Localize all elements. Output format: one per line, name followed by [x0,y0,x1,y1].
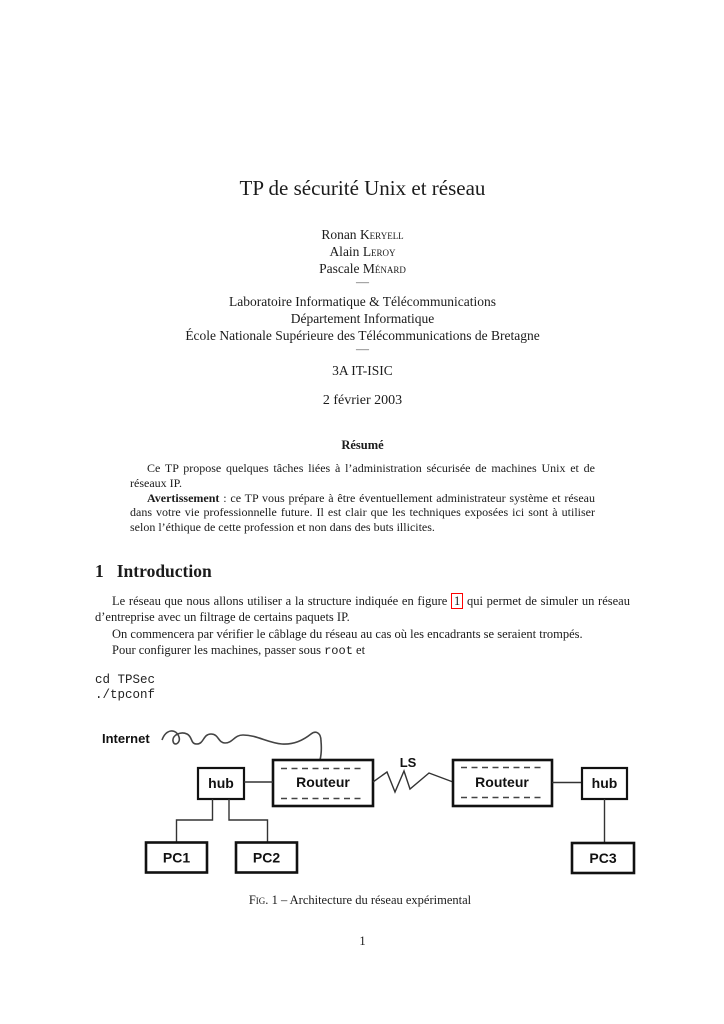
ls-label: LS [399,754,417,770]
hub-left-pc2-link [229,799,268,843]
intro-p3-post: et [352,643,366,658]
pc3-label: PC3 [589,849,617,866]
network-diagram [80,715,640,875]
course-label: 3A IT-ISIC [332,363,393,378]
internet-label: Internet [102,730,150,746]
intro-p1-pre: Le réseau que nous allons utiliser a la structure indiquée en figure [112,593,451,608]
abstract-paragraph-2 [130,491,595,535]
page-title: TP de sécurité Unix et réseau [239,176,486,200]
abstract-section [130,439,595,535]
introduction-body [95,593,630,703]
intro-p3-pre: Pour configurer les machines, passer sous [112,643,325,658]
author-block [95,226,630,277]
page-number: 1 [359,933,366,948]
network-diagram-figure [80,715,640,908]
code-line-2: ./tpconf [95,687,156,702]
intro-paragraph-1 [95,593,630,626]
author-2-last: Leroy [362,244,396,259]
figure-caption-text: 1 – Architecture du réseau expérimental [268,892,472,907]
affiliation-line-1: Laboratoire Informatique & Télécommunications [228,294,497,309]
intro-paragraph-2: On commencera par vérifier le câblage du réseau au cas où les encadrants se seraient trompés. [112,626,583,641]
section-title: Introduction [116,560,212,581]
author-1-first: Ronan [321,227,360,242]
router-right-label: Routeur [475,773,529,790]
author-2 [95,243,630,260]
separator-dash: — [356,274,369,289]
intro-p1-post: qui permet de simuler un réseau d’entreprise avec un filtrage de certains paquets IP. [95,593,630,625]
abstract-paragraph-1: Ce TP propose quelques tâches liées à l’administration sécurisée de machines Unix et de réseaux IP. [130,461,595,490]
author-3-last: Ménard [362,261,406,276]
router-left-label: Routeur [296,773,350,790]
section-number: 1 [95,560,104,581]
document-date: 2 février 2003 [322,393,403,408]
ls-zigzag-line [373,771,453,792]
affiliation-line-2: Département Informatique [290,311,435,326]
author-1-last: Keryell [359,227,404,242]
affiliation-line-3: École Nationale Supérieure des Télécommunications de Bretagne [185,328,540,343]
figure-caption-label: Fig. [248,892,269,907]
author-1 [95,226,630,243]
pc2-label: PC2 [252,849,281,866]
figure-reference-link[interactable]: 1 [451,593,463,609]
pc1-label: PC1 [162,849,191,866]
author-2-first: Alain [329,244,363,259]
code-line-1: cd TPSec [95,672,156,687]
abstract-warning-text: : ce TP vous prépare à être éventuellement administrateur système et réseau dans votre vie professionnelle future. Il est clair que les techniques exposées ici sont à utiliser selon l’éthique de cette profession et non dans des buts illicites. [130,490,595,535]
intro-paragraph-3 [95,642,630,660]
author-3-first: Pascale [319,261,363,276]
hub-left-pc1-link [177,799,213,843]
figure-caption [80,893,640,908]
separator-dash: — [356,341,369,356]
hub-right-label: hub [591,774,618,791]
inline-code-root: root [324,644,353,659]
abstract-title: Résumé [341,438,384,452]
section-heading-introduction [95,562,630,581]
abstract-warning-label: Avertissement [147,490,220,505]
code-block [95,673,630,703]
internet-squiggle-line [162,731,321,760]
hub-left-label: hub [208,774,234,791]
affiliation-block [95,293,630,344]
